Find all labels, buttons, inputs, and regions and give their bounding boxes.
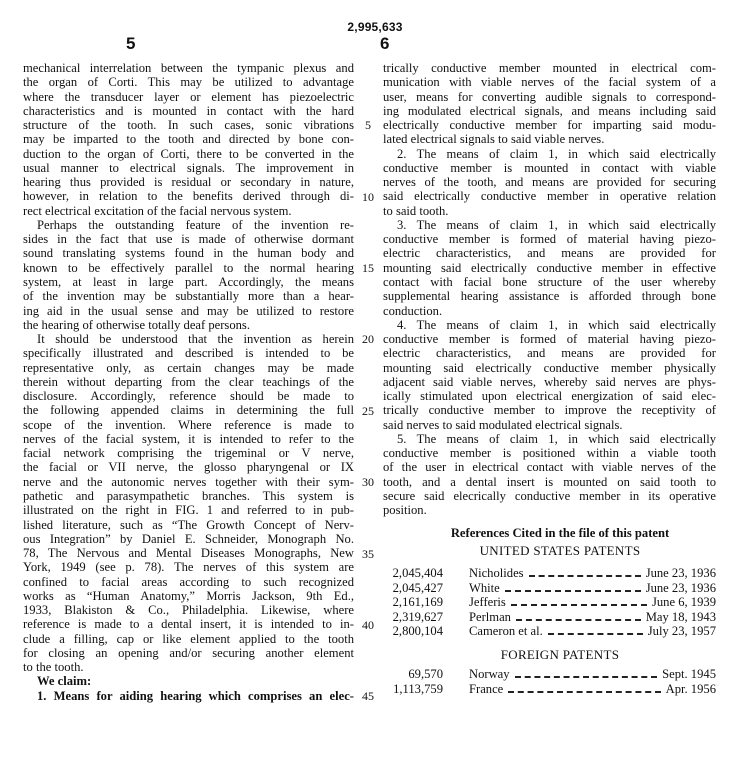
reference-date: July 23, 1957: [647, 624, 716, 639]
line-number: 45: [362, 689, 374, 704]
reference-date: Apr. 1956: [665, 681, 716, 696]
reference-date: May 18, 1943: [645, 609, 716, 624]
text-line: may be imparted to the tooth and directed by bone con-: [23, 132, 354, 147]
text-line: for closing an opening and/or securing another element: [23, 645, 354, 660]
text-line: user, means for converting audible signals to correspond-: [383, 89, 716, 104]
text-line: of the invention may be substantially more than a hear-: [23, 289, 354, 304]
text-line: works as “Human Anatomy,” Morris Jackson, 9th Ed.,: [23, 588, 354, 603]
reference-row: [383, 595, 716, 609]
text-line: nerve and the autonomic nerves together with their sym-: [23, 474, 354, 489]
text-line: structure of the tooth. In such cases, sonic vibrations: [23, 118, 354, 133]
reference-patent-number: 1,113,759: [393, 681, 443, 696]
reference-row: [383, 581, 716, 595]
text-line: lished literature, such as “The Growth Concept of Nerv-: [23, 517, 354, 532]
text-line: munication with viable nerves of the facial system of a: [383, 75, 716, 90]
text-line: said electrically conductive member in operative relation: [383, 189, 716, 204]
text-line: sound translating systems found in the human body and: [23, 246, 354, 261]
text-line: We claim:: [37, 674, 92, 689]
text-line: conductive member is formed of material having piezo-: [383, 332, 716, 347]
text-line: conductive member is mounted in contact with viable: [383, 160, 716, 175]
reference-date: June 23, 1936: [645, 580, 716, 595]
reference-inventor: Cameron et al.: [469, 624, 543, 639]
text-line: 2. The means of claim 1, in which said electrically: [397, 146, 716, 161]
left-text-column: [23, 61, 354, 703]
reference-patent-number: 2,319,627: [392, 609, 443, 624]
text-line: conductive member is positioned within a viable tooth: [383, 446, 716, 461]
text-line: It should be understood that the invention as herein: [37, 332, 354, 347]
reference-inventor: White: [469, 580, 500, 595]
line-number: 25: [362, 403, 374, 418]
text-line: nerves of the tooth, and means are provided for securing: [383, 175, 716, 190]
text-line: hearing thus provided is residual or secondary in nature,: [23, 175, 354, 190]
reference-patent-number: 2,045,427: [392, 580, 443, 595]
text-line: the organ of Corti. This may be utilized to advantage: [23, 75, 354, 90]
text-line: 1. Means for aiding hearing which comprises an elec-: [37, 688, 354, 703]
references-title: References Cited in the file of this patent: [450, 526, 670, 540]
text-line: York, 1949 (see p. 78). The nerves of this system are: [23, 560, 354, 575]
line-number: 5: [365, 118, 371, 133]
text-line: ing modulated electrical signals, and means including said: [383, 103, 716, 118]
text-line: rect electrical excitation of the facial nervous system.: [23, 203, 292, 218]
text-line: to said tooth.: [383, 203, 449, 218]
line-number: 35: [362, 546, 374, 561]
text-line: to the tooth.: [23, 660, 84, 675]
leader-dashes: [529, 575, 641, 577]
text-line: pathetic and parasympathetic branches. This system is: [23, 488, 354, 503]
text-line: where the transducer layer or element has piezoelectric: [23, 89, 354, 104]
column-number-right: 6: [380, 34, 390, 53]
line-number: 20: [362, 332, 374, 347]
text-line: confined to facial areas according to such recognized: [23, 574, 354, 589]
reference-row: [383, 667, 716, 681]
text-line: electrically conductive member for imparting said modu-: [383, 118, 716, 133]
patent-number: 2,995,633: [347, 20, 403, 34]
text-line: the following appended claims in determining the full: [23, 403, 354, 418]
text-line: clude a filling, cap or like element applied to the tooth: [23, 631, 354, 646]
text-line: the facial or VII nerve, the glosso pharyngenal or IX: [23, 460, 354, 475]
text-line: position.: [383, 503, 427, 518]
text-line: 4. The means of claim 1, in which said electrically: [397, 317, 716, 332]
text-line: ing aid in the usual sense and may be utilized to restore: [23, 303, 354, 318]
foreign-patents-heading: FOREIGN PATENTS: [500, 647, 620, 662]
text-line: tooth, and a dental insert is mounted on said tooth to: [383, 474, 716, 489]
line-number: 10: [362, 189, 374, 204]
text-line: conductive member is formed of material having piezo-: [383, 232, 716, 247]
text-line: 5. The means of claim 1, in which said electrically: [397, 431, 716, 446]
text-line: lated electrical signals to said viable nerves.: [383, 132, 605, 147]
text-line: conduction.: [383, 303, 443, 318]
text-line: ically stimulated upon electrical energization of said elec-: [383, 389, 716, 404]
text-line: 1933, Blakiston & Co., Philadelphia. Likewise, where: [23, 603, 354, 618]
text-line: of the user in electrical contact with viable nerves of the: [383, 460, 716, 475]
leader-dashes: [516, 619, 641, 621]
reference-patent-number: 2,161,169: [392, 595, 443, 610]
reference-date: Sept. 1945: [662, 667, 716, 681]
reference-inventor: Jefferis: [469, 595, 506, 610]
text-line: specifically illustrated and described is intended to be: [23, 346, 354, 361]
line-number: 30: [362, 475, 374, 490]
text-line: ous Integration” by Daniel E. Schneider, Monograph No.: [23, 531, 354, 546]
reference-row: [383, 624, 716, 638]
reference-patent-number: 2,045,404: [392, 566, 443, 580]
text-line: trically conductive member to improve the receptivity of: [383, 403, 716, 418]
text-line: representative only, as certain changes may be made: [23, 360, 354, 375]
leader-dashes: [511, 604, 647, 606]
text-line: electric characteristics, and means are provided for: [383, 246, 716, 261]
reference-row: [383, 682, 716, 696]
reference-inventor: Perlman: [469, 609, 511, 624]
text-line: Perhaps the outstanding feature of the invention re-: [37, 217, 354, 232]
text-line: supplemental hearing assistance is afforded through bone: [383, 289, 716, 304]
text-line: 78, The Nervous and Mental Diseases Monographs, New: [23, 546, 354, 561]
text-line: however, in relation to the benefits derived through di-: [23, 189, 354, 204]
text-line: reference is made to a dental insert, it is intended to in-: [23, 617, 354, 632]
text-line: mounting said electrically conductive member in effective: [383, 260, 716, 275]
text-line: 3. The means of claim 1, in which said electrically: [397, 217, 716, 232]
text-line: illustrated on the right in FIG. 1 and referred to in pub-: [23, 503, 354, 518]
text-line: usual manner to electrical signals. The improvement in: [23, 160, 354, 175]
text-line: secure said elecrically conductive member in its operative: [383, 488, 716, 503]
text-line: system, at least in large part. Accordingly, the means: [23, 274, 354, 289]
column-number-left: 5: [126, 34, 136, 53]
text-line: the hearing of otherwise totally deaf persons.: [23, 317, 250, 332]
us-patents-heading: UNITED STATES PATENTS: [479, 543, 641, 558]
line-number: 15: [362, 260, 374, 275]
text-line: characteristics and is mounted in contact with the hard: [23, 103, 354, 118]
text-line: known to be effectively parallel to the normal hearing: [23, 260, 354, 275]
reference-inventor: Nicholides: [469, 566, 524, 580]
text-line: facial network comprising the trigeminal or V nerve,: [23, 446, 354, 461]
reference-row: [383, 566, 716, 580]
right-text-column: [383, 61, 716, 518]
text-line: mechanical interrelation between the tympanic plexus and: [23, 61, 354, 75]
text-line: adjacent said viable nerves, whereby said nerves are phys-: [383, 374, 716, 389]
reference-date: June 6, 1939: [651, 595, 716, 610]
leader-dashes: [508, 691, 661, 693]
text-line: mounting said electrically conductive member physically: [383, 360, 716, 375]
leader-dashes: [515, 676, 657, 678]
text-line: electric characteristics, and means are provided for: [383, 346, 716, 361]
reference-patent-number: 69,570: [408, 667, 443, 681]
text-line: contact with facial bone structure of the user whereby: [383, 274, 716, 289]
text-line: therein without departing from the clear teachings of the: [23, 374, 354, 389]
leader-dashes: [505, 590, 641, 592]
text-line: said nerves to said modulated electrical signals.: [383, 417, 623, 432]
reference-patent-number: 2,800,104: [392, 624, 443, 639]
text-line: trically conductive member mounted in electrical com-: [383, 61, 716, 75]
leader-dashes: [548, 633, 643, 635]
text-line: sides in the fact that use is made of otherwise dormant: [23, 232, 354, 247]
text-line: duction to the organ of Corti, there to be converted in the: [23, 146, 354, 161]
reference-inventor: Norway: [469, 667, 510, 681]
reference-inventor: France: [469, 681, 504, 696]
reference-date: June 23, 1936: [645, 566, 716, 580]
line-number: 40: [362, 617, 374, 632]
text-line: scope of the invention. Where reference is made to: [23, 417, 354, 432]
text-line: nerves of the facial system, it is intended to refer to the: [23, 431, 354, 446]
text-line: disclosure. Accordingly, reference should be made to: [23, 389, 354, 404]
reference-row: [383, 610, 716, 624]
